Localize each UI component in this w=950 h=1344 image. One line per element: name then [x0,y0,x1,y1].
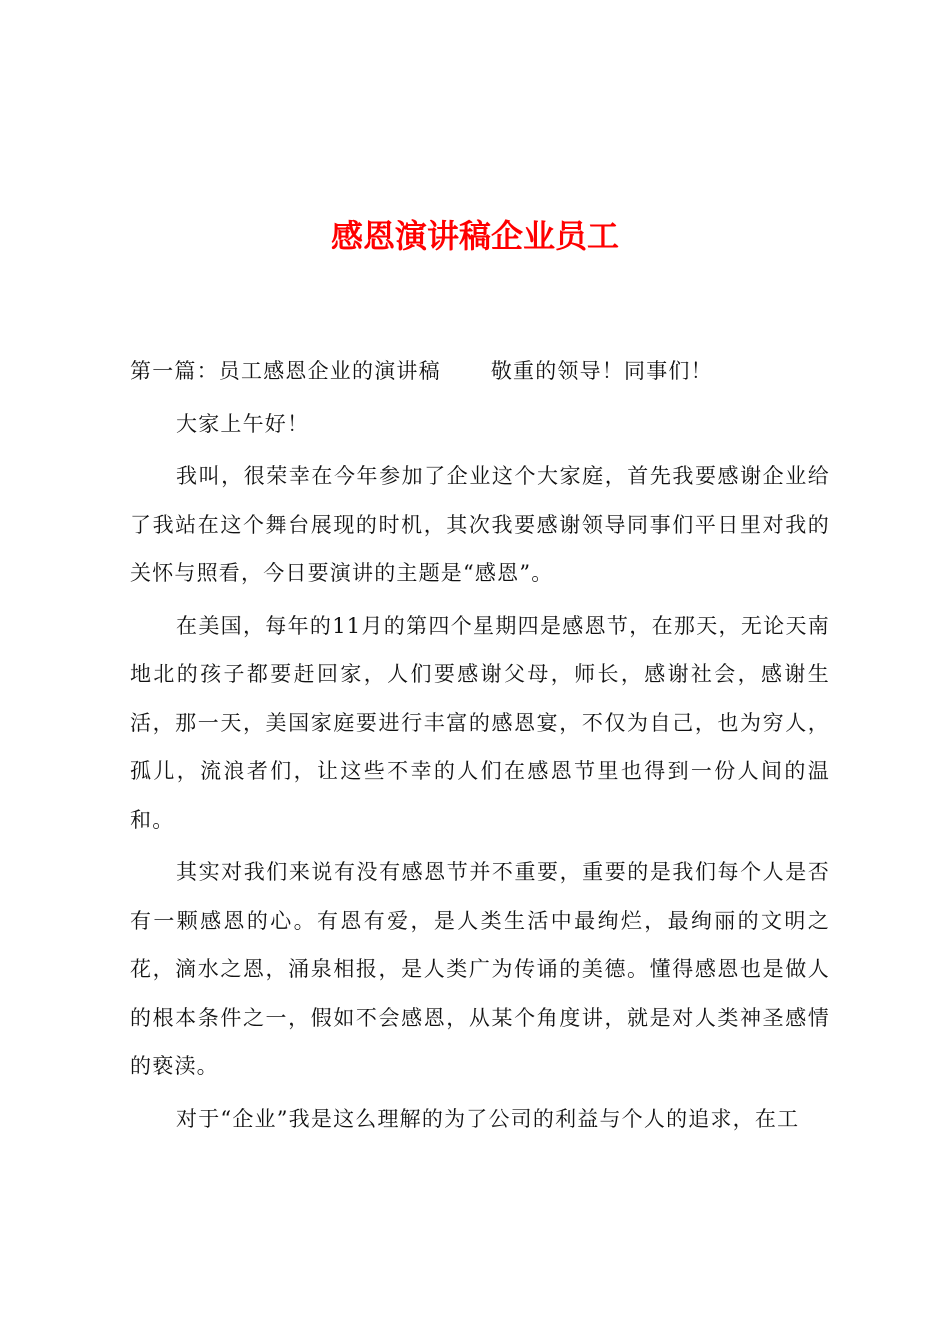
document-body [130,347,830,1143]
paragraph-thanksgiving: 在美国，每年的11月的第四个星期四是感恩节，在那天，无论天南地北的孩子都要赶回家，人们要感谢父母，师长，感谢社会，感谢生活，那一天，美国家庭要进行丰富的感恩宴，不仅为自己，也为穷人，孤儿，流浪者们，让这些不幸的人们在感恩节里也得到一份人间的温和。 [130,613,830,832]
paragraph-greeting: 大家上午好！ [176,411,310,436]
intro-heading: 第一篇：员工感恩企业的演讲稿 [130,359,441,383]
document-title: 感恩演讲稿企业员工 [330,217,619,255]
paragraph-enterprise: 对于“企业”我是这么理解的为了公司的利益与个人的追求，在工 [176,1106,800,1131]
paragraph-gratitude: 其实对我们来说有没有感恩节并不重要，重要的是我们每个人是否有一颗感恩的心。有恩有爱，是人类生活中最绚烂，最绚丽的文明之花，滴水之恩，涌泉相报，是人类广为传诵的美德。懂得感恩也是做人的根本条件之一，假如不会感恩，从某个角度讲，就是对人类神圣感情的亵渎。 [130,860,830,1078]
intro-greeting: 敬重的领导！同事们！ [490,359,713,383]
paragraph-introduction: 我叫，很荣幸在今年参加了企业这个大家庭，首先我要感谢企业给了我站在这个舞台展现的时机，其次我要感谢领导同事们平日里对我的关怀与照看，今日要演讲的主题是“感恩”。 [130,464,830,585]
intro-line [130,347,830,396]
